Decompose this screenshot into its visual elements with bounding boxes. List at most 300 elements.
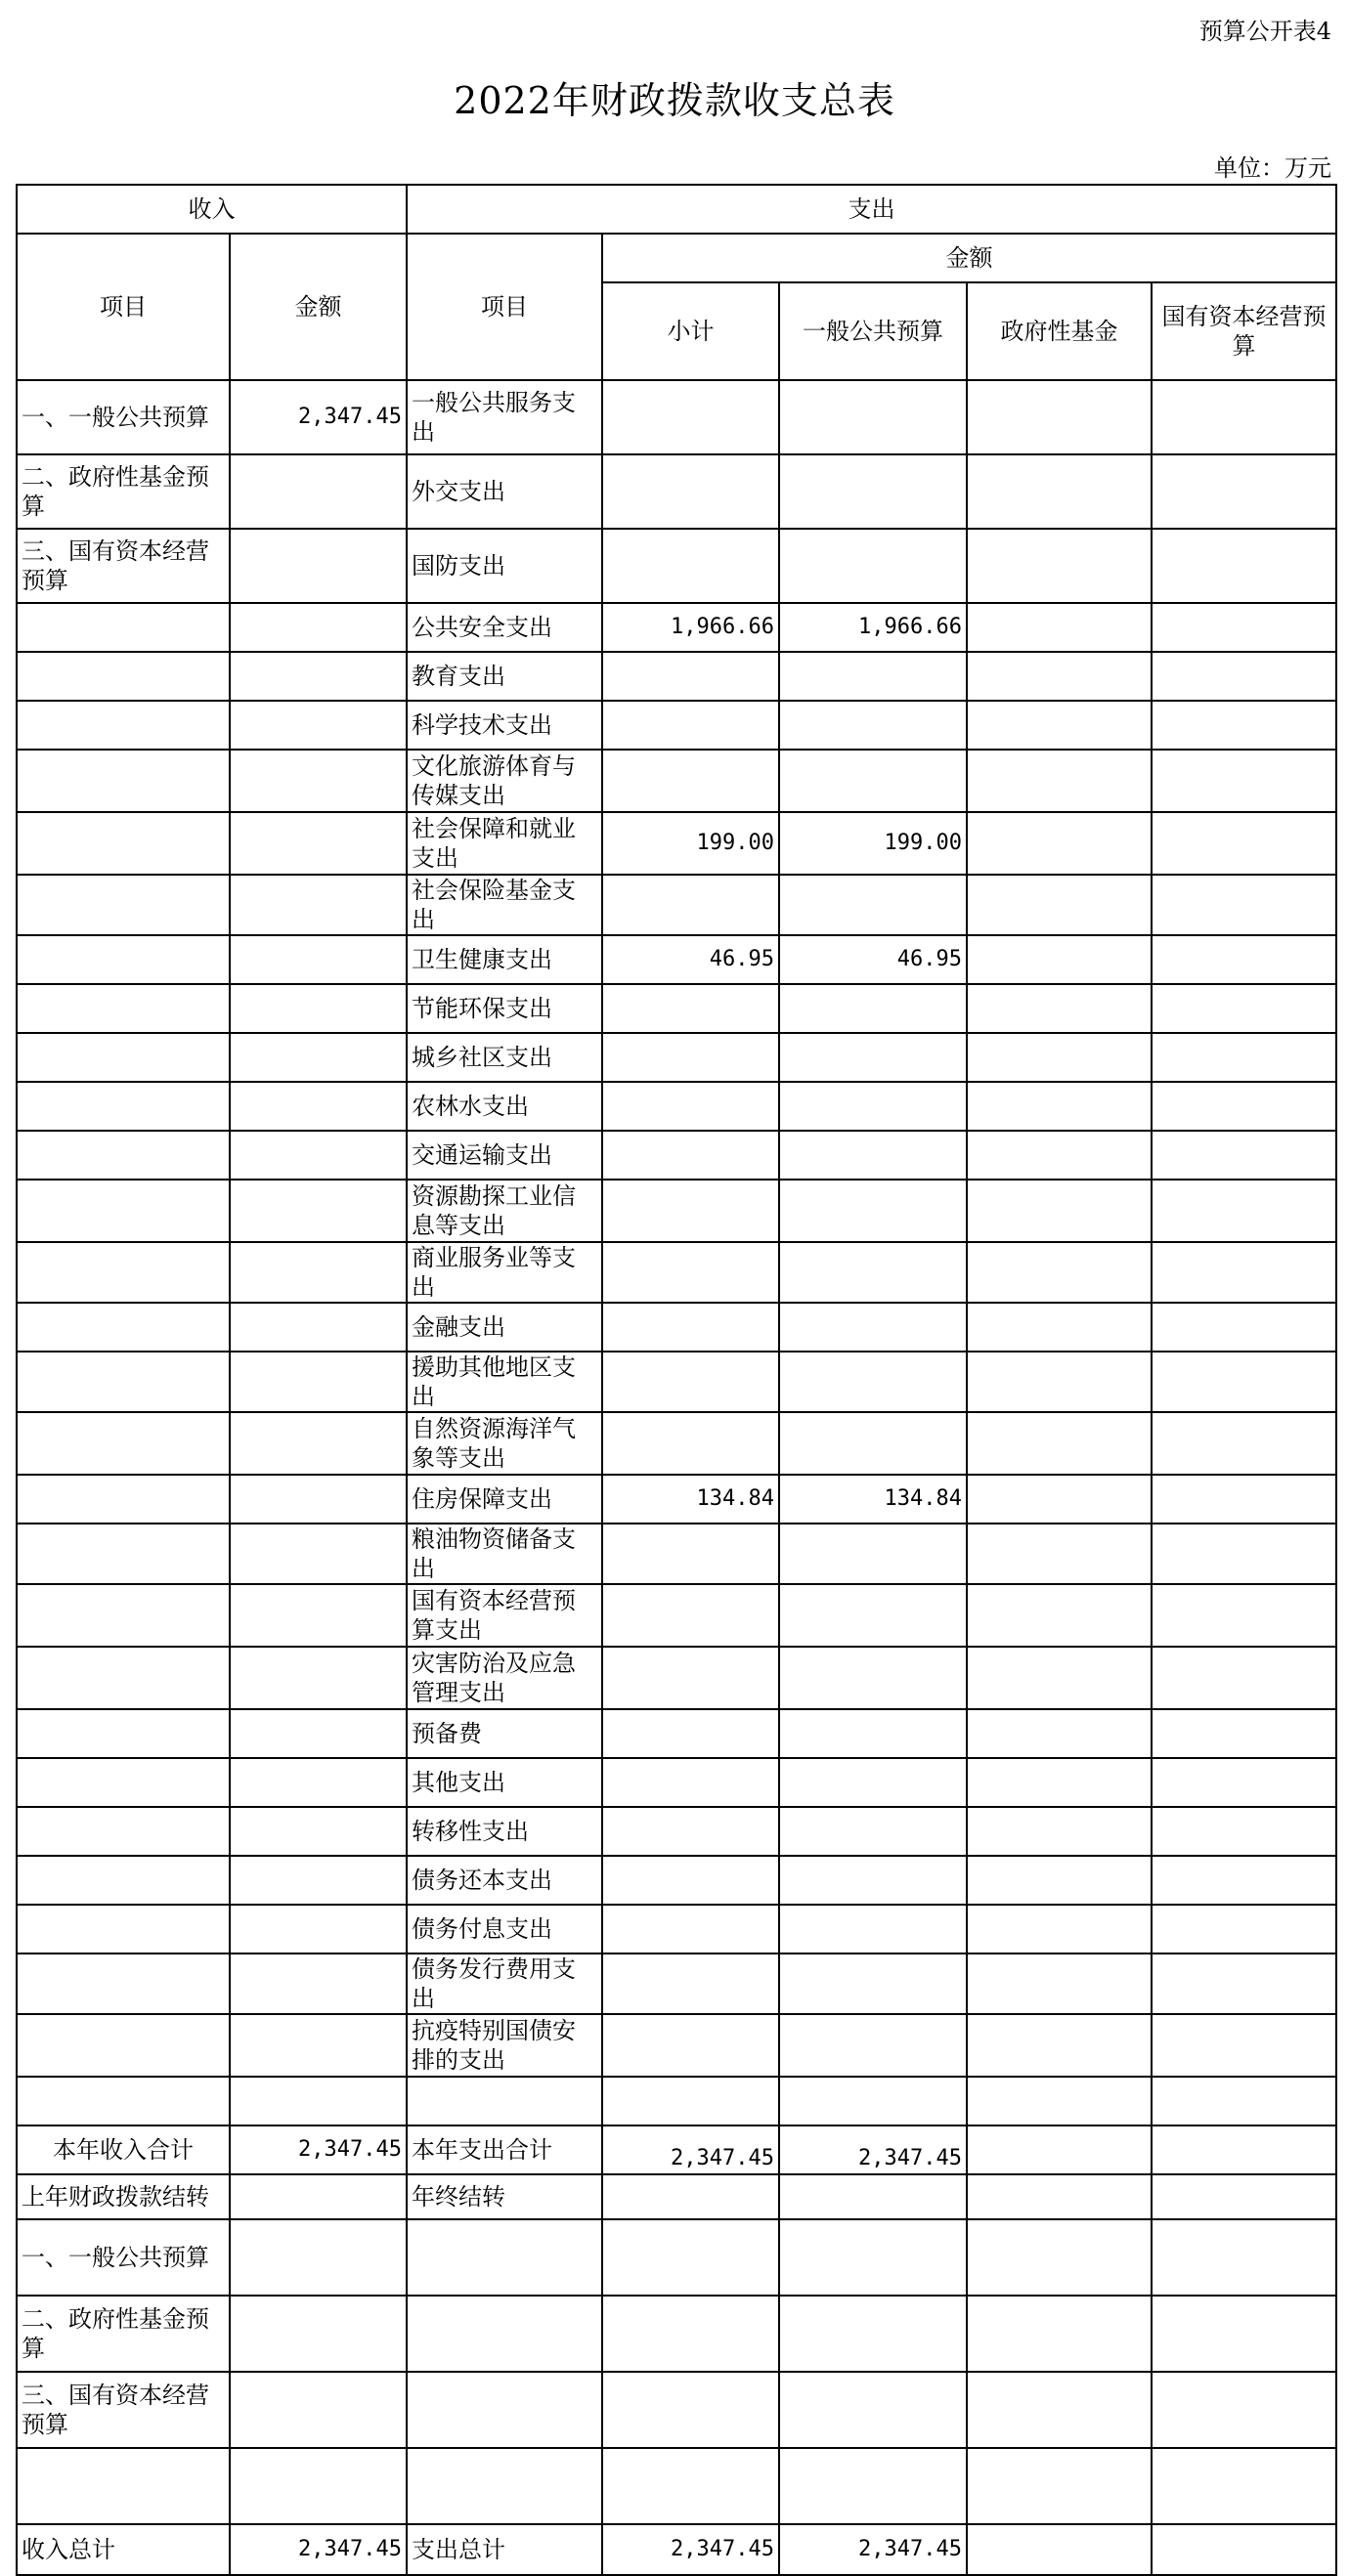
income-header: 收入 (17, 185, 407, 234)
subtotal-cell (602, 380, 779, 454)
state-owned-cell (1152, 875, 1336, 935)
gov-fund-cell (967, 1242, 1152, 1303)
state-owned-cell (1152, 1856, 1336, 1905)
subtotal-cell (602, 1242, 779, 1303)
general-budget-cell (779, 1758, 967, 1807)
state-owned-cell (1152, 2077, 1336, 2125)
table-row (17, 1242, 1336, 1303)
expense-item-cell: 农林水支出 (407, 1082, 602, 1131)
carry-item-label: 一、一般公共预算 (17, 2219, 230, 2296)
empty-cell (602, 2296, 779, 2372)
subtotal-cell (602, 1905, 779, 1953)
gov-fund-cell (967, 1352, 1152, 1412)
income-item-cell (17, 603, 230, 652)
grand-income-amount: 2,347.45 (230, 2524, 407, 2575)
general-budget-cell (779, 1082, 967, 1131)
state-owned-cell (1152, 1647, 1336, 1709)
gov-fund-cell (967, 875, 1152, 935)
subtotal-cell: 1,966.66 (602, 603, 779, 652)
empty-cell (779, 2448, 967, 2524)
income-item-cell (17, 1303, 230, 1352)
table-row (17, 1856, 1336, 1905)
table-row (17, 1412, 1336, 1475)
state-owned-cell (1152, 1242, 1336, 1303)
state-owned-cell (1152, 1584, 1336, 1647)
income-amount-cell (230, 1412, 407, 1475)
table-row (17, 1524, 1336, 1584)
table-row (17, 1647, 1336, 1709)
expense-item-cell: 节能环保支出 (407, 984, 602, 1033)
income-item-cell (17, 1584, 230, 1647)
table-row (17, 1905, 1336, 1953)
expense-item-cell: 债务发行费用支出 (407, 1953, 602, 2014)
income-amount-cell (230, 875, 407, 935)
subtotal-cell (602, 1524, 779, 1584)
expense-item-header: 项目 (407, 234, 602, 380)
income-item-cell (17, 1647, 230, 1709)
state-owned-cell (1152, 454, 1336, 529)
income-amount-cell (230, 1905, 407, 1953)
general-budget-cell (779, 701, 967, 750)
income-amount-cell (230, 984, 407, 1033)
income-item-cell (17, 2077, 230, 2125)
expense-item-cell: 文化旅游体育与传媒支出 (407, 750, 602, 812)
state-owned-cell (1152, 652, 1336, 701)
expense-item-cell: 城乡社区支出 (407, 1033, 602, 1082)
empty-cell (230, 2372, 407, 2448)
empty-cell (967, 2174, 1152, 2219)
gov-fund-cell (967, 529, 1152, 603)
income-amount-cell (230, 603, 407, 652)
gov-fund-cell (967, 1953, 1152, 2014)
income-amount-cell (230, 1033, 407, 1082)
grand-expense-label: 支出总计 (407, 2524, 602, 2575)
general-budget-cell (779, 984, 967, 1033)
table-row (17, 1953, 1336, 2014)
income-item-cell (17, 935, 230, 984)
state-owned-cell (1152, 1807, 1336, 1856)
year-expense-subtotal: 2,347.45 (602, 2125, 779, 2174)
grand-expense-subtotal: 2,347.45 (602, 2524, 779, 2575)
empty-cell (230, 2219, 407, 2296)
expense-item-cell: 债务付息支出 (407, 1905, 602, 1953)
carry-over-row (17, 2174, 1336, 2219)
empty-cell (1152, 2448, 1336, 2524)
table-row (17, 652, 1336, 701)
income-amount-cell (230, 935, 407, 984)
expense-item-cell: 一般公共服务支出 (407, 380, 602, 454)
income-amount-cell (230, 1709, 407, 1758)
subtotal-header: 小计 (602, 282, 779, 380)
table-row (17, 2077, 1336, 2125)
income-amount-cell (230, 812, 407, 875)
empty-cell (967, 2372, 1152, 2448)
income-amount-cell (230, 1584, 407, 1647)
carry-over-amount (230, 2174, 407, 2219)
expense-item-cell: 社会保障和就业支出 (407, 812, 602, 875)
budget-table (16, 184, 1337, 2576)
subtotal-cell (602, 1709, 779, 1758)
subtotal-cell (602, 1856, 779, 1905)
subtotal-cell (602, 750, 779, 812)
gov-fund-cell (967, 1131, 1152, 1180)
income-item-cell: 一、一般公共预算 (17, 380, 230, 454)
expense-item-cell: 教育支出 (407, 652, 602, 701)
unit-label: 单位：万元 (1214, 154, 1331, 182)
general-budget-cell (779, 1905, 967, 1953)
expense-item-cell: 社会保险基金支出 (407, 875, 602, 935)
income-item-cell (17, 652, 230, 701)
table-row (17, 1584, 1336, 1647)
gov-fund-cell (967, 1412, 1152, 1475)
gov-fund-cell (967, 701, 1152, 750)
state-owned-cell (1152, 1412, 1336, 1475)
income-item-cell: 二、政府性基金预算 (17, 454, 230, 529)
gov-fund-cell (967, 1758, 1152, 1807)
subtotal-cell (602, 529, 779, 603)
income-item-cell (17, 1033, 230, 1082)
income-item-cell (17, 1475, 230, 1524)
state-owned-cell (1152, 1475, 1336, 1524)
general-budget-cell (779, 380, 967, 454)
expense-item-cell: 国防支出 (407, 529, 602, 603)
general-budget-cell (779, 1856, 967, 1905)
empty-cell (602, 2174, 779, 2219)
state-owned-cell (1152, 750, 1336, 812)
subtotal-cell (602, 454, 779, 529)
income-amount-cell (230, 1242, 407, 1303)
expense-item-cell: 债务还本支出 (407, 1856, 602, 1905)
table-row (17, 1180, 1336, 1242)
general-budget-cell (779, 1953, 967, 2014)
income-item-cell (17, 1082, 230, 1131)
empty-cell (407, 2219, 602, 2296)
income-item-cell (17, 1953, 230, 2014)
blank-row (17, 2448, 1336, 2524)
empty-cell (230, 2296, 407, 2372)
table-row (17, 984, 1336, 1033)
empty-cell (779, 2296, 967, 2372)
subtotal-cell (602, 1082, 779, 1131)
table-row (17, 1033, 1336, 1082)
general-budget-cell (779, 1131, 967, 1180)
general-budget-cell (779, 1033, 967, 1082)
subtotal-cell (602, 1303, 779, 1352)
income-amount-cell (230, 1180, 407, 1242)
general-budget-cell (779, 1180, 967, 1242)
general-budget-cell (779, 1709, 967, 1758)
income-item-cell (17, 701, 230, 750)
income-amount-cell (230, 2014, 407, 2077)
subtotal-cell: 46.95 (602, 935, 779, 984)
empty-cell (779, 2219, 967, 2296)
income-item-cell (17, 1352, 230, 1412)
table-row (17, 875, 1336, 935)
state-owned-header: 国有资本经营预算 (1152, 282, 1336, 380)
table-row (17, 812, 1336, 875)
gov-fund-cell (967, 935, 1152, 984)
state-owned-cell (1152, 2125, 1336, 2174)
year-income-label: 本年收入合计 (17, 2125, 230, 2174)
gov-fund-cell (967, 1807, 1152, 1856)
gov-fund-cell (967, 1524, 1152, 1584)
subtotal-cell (602, 1758, 779, 1807)
subtotal-cell (602, 1033, 779, 1082)
expense-item-cell: 援助其他地区支出 (407, 1352, 602, 1412)
expense-item-cell: 转移性支出 (407, 1807, 602, 1856)
gov-fund-cell (967, 1180, 1152, 1242)
general-budget-cell (779, 1412, 967, 1475)
year-income-amount: 2,347.45 (230, 2125, 407, 2174)
year-expense-label: 本年支出合计 (407, 2125, 602, 2174)
expense-item-cell: 抗疫特别国债安排的支出 (407, 2014, 602, 2077)
income-item-cell (17, 1180, 230, 1242)
state-owned-cell (1152, 1303, 1336, 1352)
income-amount-cell (230, 1953, 407, 2014)
carry-item-row (17, 2296, 1336, 2372)
expense-item-cell: 预备费 (407, 1709, 602, 1758)
empty-cell (407, 2448, 602, 2524)
year-end-label: 年终结转 (407, 2174, 602, 2219)
expense-item-cell: 商业服务业等支出 (407, 1242, 602, 1303)
gov-fund-cell (967, 1082, 1152, 1131)
general-budget-cell (779, 1352, 967, 1412)
table-row (17, 1082, 1336, 1131)
subtotal-cell (602, 1131, 779, 1180)
expense-item-cell: 其他支出 (407, 1758, 602, 1807)
state-owned-cell (1152, 1709, 1336, 1758)
gov-fund-header: 政府性基金 (967, 282, 1152, 380)
state-owned-cell (1152, 1905, 1336, 1953)
income-item-cell (17, 1242, 230, 1303)
gov-fund-cell (967, 984, 1152, 1033)
state-owned-cell (1152, 529, 1336, 603)
state-owned-cell (1152, 2524, 1336, 2575)
empty-cell (967, 2296, 1152, 2372)
subtotal-cell (602, 875, 779, 935)
income-item-cell (17, 1807, 230, 1856)
gov-fund-cell (967, 1475, 1152, 1524)
table-row (17, 701, 1336, 750)
subtotal-cell (602, 2077, 779, 2125)
carry-item-row (17, 2219, 1336, 2296)
carry-over-label: 上年财政拨款结转 (17, 2174, 230, 2219)
empty-cell (230, 2448, 407, 2524)
general-budget-header: 一般公共预算 (779, 282, 967, 380)
expense-amount-header: 金额 (602, 234, 1336, 282)
income-item-cell (17, 1856, 230, 1905)
gov-fund-cell (967, 1303, 1152, 1352)
expense-item-cell: 国有资本经营预算支出 (407, 1584, 602, 1647)
table-row (17, 1758, 1336, 1807)
income-amount-cell (230, 750, 407, 812)
table-row (17, 380, 1336, 454)
income-amount-cell (230, 1758, 407, 1807)
expense-item-cell: 金融支出 (407, 1303, 602, 1352)
table-row (17, 603, 1336, 652)
general-budget-cell (779, 652, 967, 701)
gov-fund-cell (967, 652, 1152, 701)
expense-item-cell: 公共安全支出 (407, 603, 602, 652)
general-budget-cell (779, 1524, 967, 1584)
expense-item-cell: 科学技术支出 (407, 701, 602, 750)
grand-expense-general: 2,347.45 (779, 2524, 967, 2575)
gov-fund-cell (967, 1584, 1152, 1647)
expense-header: 支出 (407, 185, 1336, 234)
general-budget-cell (779, 1807, 967, 1856)
state-owned-cell (1152, 1131, 1336, 1180)
expense-item-cell: 自然资源海洋气象等支出 (407, 1412, 602, 1475)
subtotal-cell (602, 1647, 779, 1709)
income-amount-cell (230, 1807, 407, 1856)
general-budget-cell (779, 2077, 967, 2125)
expense-item-cell: 外交支出 (407, 454, 602, 529)
gov-fund-cell (967, 380, 1152, 454)
subtotal-cell (602, 1584, 779, 1647)
empty-cell (1152, 2372, 1336, 2448)
page-title: 2022年财政拨款收支总表 (454, 79, 895, 122)
income-amount-cell (230, 652, 407, 701)
general-budget-cell (779, 750, 967, 812)
carry-item-row (17, 2372, 1336, 2448)
table-row (17, 750, 1336, 812)
carry-item-label: 二、政府性基金预算 (17, 2296, 230, 2372)
gov-fund-cell (967, 1647, 1152, 1709)
income-amount-cell (230, 1131, 407, 1180)
state-owned-cell (1152, 935, 1336, 984)
subtotal-cell (602, 1352, 779, 1412)
income-item-cell: 三、国有资本经营预算 (17, 529, 230, 603)
subtotal-cell (602, 1807, 779, 1856)
state-owned-cell (1152, 1524, 1336, 1584)
state-owned-cell (1152, 603, 1336, 652)
empty-cell (1152, 2296, 1336, 2372)
year-expense-general: 2,347.45 (779, 2125, 967, 2174)
state-owned-cell (1152, 1758, 1336, 1807)
income-item-cell (17, 1758, 230, 1807)
grand-total-row (17, 2524, 1336, 2575)
income-amount-cell (230, 1647, 407, 1709)
table-row (17, 1475, 1336, 1524)
gov-fund-cell (967, 2014, 1152, 2077)
general-budget-cell (779, 1242, 967, 1303)
table-row (17, 1303, 1336, 1352)
expense-item-cell: 交通运输支出 (407, 1131, 602, 1180)
form-number: 预算公开表4 (1198, 18, 1331, 45)
gov-fund-cell (967, 1033, 1152, 1082)
subtotal-cell (602, 1412, 779, 1475)
gov-fund-cell (967, 2524, 1152, 2575)
subtotal-cell (602, 2014, 779, 2077)
income-amount-cell (230, 1856, 407, 1905)
income-item-cell (17, 2014, 230, 2077)
income-item-cell (17, 1412, 230, 1475)
gov-fund-cell (967, 1856, 1152, 1905)
general-budget-cell (779, 529, 967, 603)
income-amount-cell: 2,347.45 (230, 380, 407, 454)
income-amount-cell (230, 1352, 407, 1412)
gov-fund-cell (967, 2077, 1152, 2125)
state-owned-cell (1152, 984, 1336, 1033)
income-amount-cell (230, 1475, 407, 1524)
state-owned-cell (1152, 1082, 1336, 1131)
table-row (17, 935, 1336, 984)
table-row (17, 2014, 1336, 2077)
income-item-cell (17, 812, 230, 875)
gov-fund-cell (967, 1905, 1152, 1953)
empty-cell (602, 2448, 779, 2524)
state-owned-cell (1152, 1033, 1336, 1082)
subtotal-cell: 134.84 (602, 1475, 779, 1524)
general-budget-cell: 199.00 (779, 812, 967, 875)
gov-fund-cell (967, 603, 1152, 652)
expense-item-cell: 灾害防治及应急管理支出 (407, 1647, 602, 1709)
income-item-cell (17, 1131, 230, 1180)
expense-item-cell: 卫生健康支出 (407, 935, 602, 984)
income-item-cell (17, 984, 230, 1033)
subtotal-cell (602, 701, 779, 750)
carry-item-label: 三、国有资本经营预算 (17, 2372, 230, 2448)
gov-fund-cell (967, 1709, 1152, 1758)
gov-fund-cell (967, 454, 1152, 529)
general-budget-cell (779, 454, 967, 529)
income-item-cell (17, 875, 230, 935)
income-item-cell (17, 1905, 230, 1953)
expense-item-cell (407, 2077, 602, 2125)
empty-cell (779, 2174, 967, 2219)
income-item-header: 项目 (17, 234, 230, 380)
table-row (17, 1709, 1336, 1758)
income-amount-cell (230, 701, 407, 750)
income-amount-cell (230, 2077, 407, 2125)
subtotal-cell (602, 1180, 779, 1242)
empty-cell (17, 2448, 230, 2524)
income-item-cell (17, 1524, 230, 1584)
subtotal-cell (602, 1953, 779, 2014)
state-owned-cell (1152, 2014, 1336, 2077)
general-budget-cell (779, 1647, 967, 1709)
income-amount-cell (230, 529, 407, 603)
table-row (17, 1807, 1336, 1856)
income-item-cell (17, 750, 230, 812)
general-budget-cell (779, 1584, 967, 1647)
subtotal-cell (602, 652, 779, 701)
income-amount-cell (230, 1082, 407, 1131)
empty-cell (407, 2296, 602, 2372)
state-owned-cell (1152, 701, 1336, 750)
expense-item-cell: 住房保障支出 (407, 1475, 602, 1524)
expense-item-cell: 粮油物资储备支出 (407, 1524, 602, 1584)
income-amount-cell (230, 1303, 407, 1352)
general-budget-cell: 46.95 (779, 935, 967, 984)
state-owned-cell (1152, 380, 1336, 454)
income-amount-header: 金额 (230, 234, 407, 380)
state-owned-cell (1152, 1953, 1336, 2014)
table-row (17, 454, 1336, 529)
grand-income-label: 收入总计 (17, 2524, 230, 2575)
table-row (17, 1131, 1336, 1180)
table-row (17, 529, 1336, 603)
state-owned-cell (1152, 1352, 1336, 1412)
subtotal-cell: 199.00 (602, 812, 779, 875)
empty-cell (967, 2219, 1152, 2296)
income-amount-cell (230, 1524, 407, 1584)
general-budget-cell (779, 875, 967, 935)
empty-cell (602, 2372, 779, 2448)
expense-item-cell: 资源勘探工业信息等支出 (407, 1180, 602, 1242)
table-row (17, 1352, 1336, 1412)
empty-cell (1152, 2219, 1336, 2296)
